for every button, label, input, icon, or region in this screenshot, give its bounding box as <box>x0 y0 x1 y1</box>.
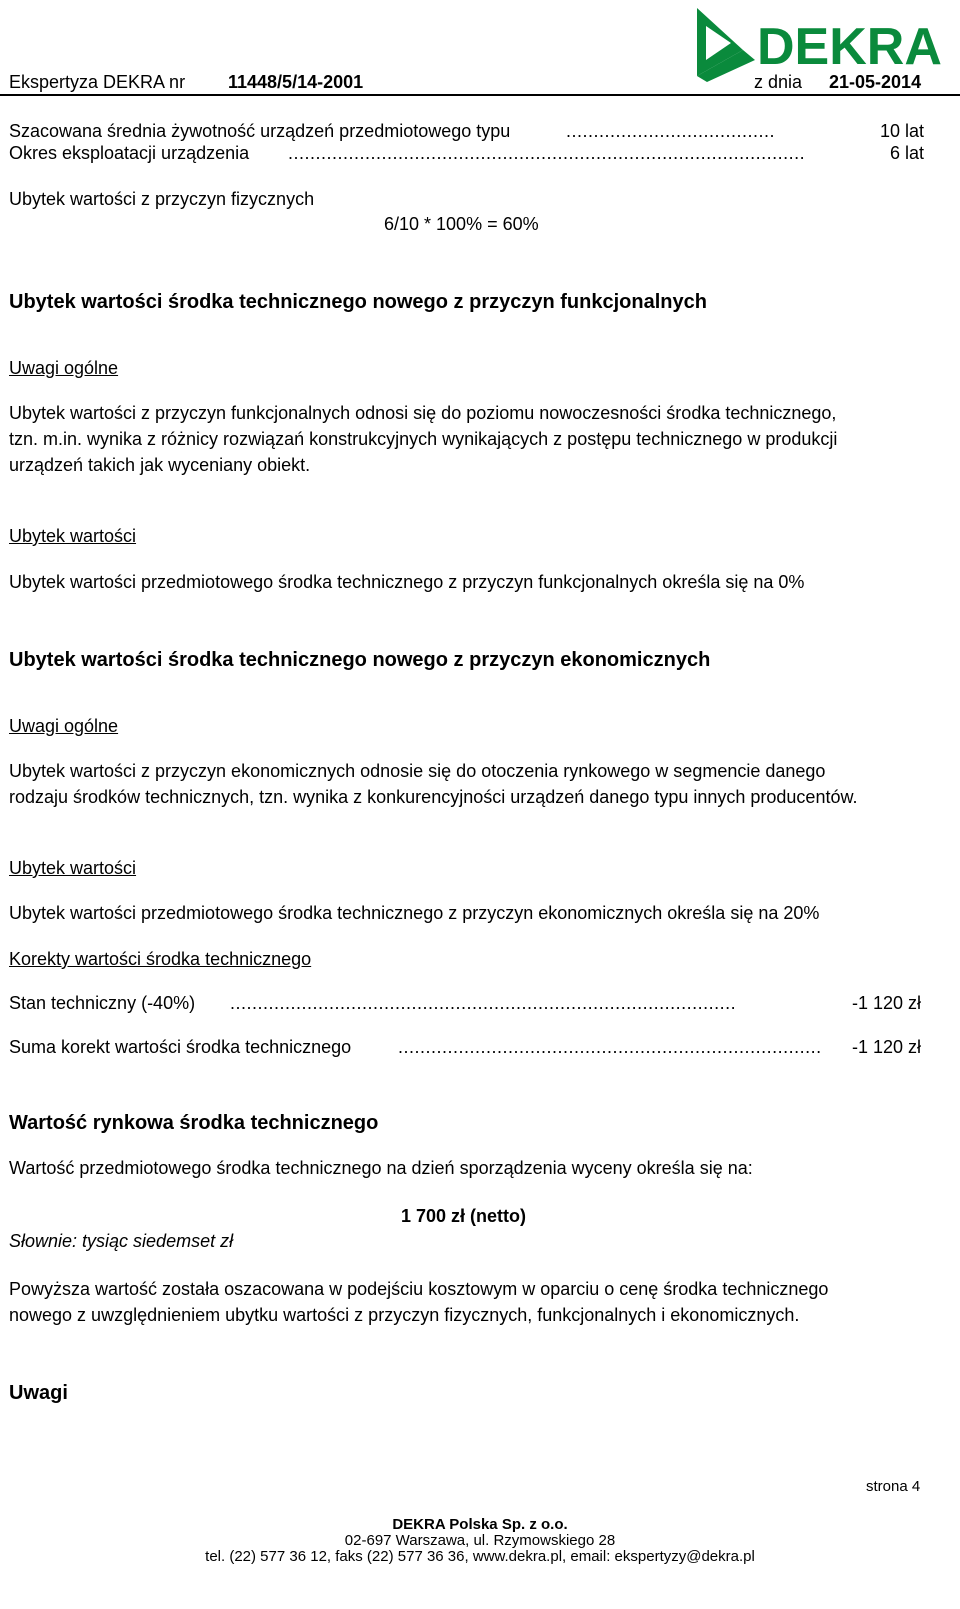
date-value: 21-05-2014 <box>829 72 922 92</box>
date-label: z dnia <box>754 72 803 92</box>
page-label: strona <box>866 1478 908 1495</box>
corrections-sum-dots: ............................................................................. <box>398 1037 822 1057</box>
page-number-value: 4 <box>911 1478 921 1495</box>
footer-address: 02-697 Warszawa, ul. Rzymowskiego 28 <box>344 1532 616 1549</box>
physical-loss-title: Ubytek wartości z przyczyn fizycznych <box>9 189 315 209</box>
remarks-heading: Uwagi <box>9 1382 68 1404</box>
condition-value: -1 120 zł <box>852 993 922 1013</box>
condition-label: Stan techniczny (-40%) <box>9 993 196 1013</box>
header-divider <box>0 94 960 96</box>
expertise-number: 11448/5/14-2001 <box>228 72 364 92</box>
functional-general-line1: Ubytek wartości z przyczyn funkcjonalnych odnosi się do poziomu nowoczesności środka technicznego, <box>9 403 837 423</box>
usage-period-label: Okres eksploatacji urządzenia <box>9 143 250 163</box>
avg-lifespan-value: 10 lat <box>880 121 925 141</box>
economic-general-line2: rodzaju środków technicznych, tzn. wynika z konkurencyjności urządzeń danego typu innych producentów. <box>9 787 858 807</box>
expertise-label: Ekspertyza DEKRA nr <box>9 72 186 92</box>
usage-period-dots: .............................................................................................. <box>288 143 806 163</box>
footer-contact: tel. (22) 577 36 12, faks (22) 577 36 36, www.dekra.pl, email: ekspertyzy@dekra.pl <box>205 1548 755 1565</box>
market-note-line1: Powyższa wartość została oszacowana w podejściu kosztowym w oparciu o cenę środka technicznego <box>9 1279 829 1299</box>
logo-text: DEKRA <box>757 18 942 76</box>
corrections-sum-label: Suma korekt wartości środka technicznego <box>9 1037 352 1057</box>
functional-heading: Ubytek wartości środka technicznego nowego z przyczyn funkcjonalnych <box>9 291 707 313</box>
page-number <box>866 1478 920 1496</box>
market-value-amount: 1 700 zł (netto) <box>401 1206 527 1226</box>
functional-loss-text: Ubytek wartości przedmiotowego środka technicznego z przyczyn funkcjonalnych określa się na 0% <box>9 572 805 592</box>
economic-general-line1: Ubytek wartości z przyczyn ekonomicznych odnosie się do otoczenia rynkowego w segmencie danego <box>9 761 826 781</box>
economic-loss-text: Ubytek wartości przedmiotowego środka technicznego z przyczyn ekonomicznych określa się na 20% <box>9 903 820 923</box>
corrections-title: Korekty wartości środka technicznego <box>9 949 312 969</box>
economic-loss-label: Ubytek wartości <box>9 858 137 878</box>
market-value-heading: Wartość rynkowa środka technicznego <box>9 1112 379 1134</box>
condition-dots: ............................................................................................ <box>230 993 737 1013</box>
market-note-line2: nowego z uwzględnieniem ubytku wartości z przyczyn fizycznych, funkcjonalnych i ekonomicznych. <box>9 1305 800 1325</box>
functional-general-label: Uwagi ogólne <box>9 358 119 378</box>
avg-lifespan-dots: ...................................... <box>566 121 776 141</box>
physical-loss-formula: 6/10 * 100% = 60% <box>384 214 539 234</box>
footer-company: DEKRA Polska Sp. z o.o. <box>392 1516 568 1533</box>
market-value-in-words: Słownie: tysiąc siedemset zł <box>9 1231 234 1251</box>
functional-general-line2: tzn. m.in. wynika z różnicy rozwiązań konstrukcyjnych wynikających z postępu technicznego w produkcji <box>9 429 838 449</box>
corrections-sum-value: -1 120 zł <box>852 1037 922 1057</box>
economic-heading: Ubytek wartości środka technicznego nowego z przyczyn ekonomicznych <box>9 649 711 671</box>
functional-general-line3: urządzeń takich jak wyceniany obiekt. <box>9 455 311 475</box>
usage-period-value: 6 lat <box>890 143 925 163</box>
functional-loss-label: Ubytek wartości <box>9 526 137 546</box>
avg-lifespan-label: Szacowana średnia żywotność urządzeń przedmiotowego typu <box>9 121 511 141</box>
economic-general-label: Uwagi ogólne <box>9 716 119 736</box>
market-value-intro: Wartość przedmiotowego środka technicznego na dzień sporządzenia wyceny określa się na: <box>9 1158 753 1178</box>
